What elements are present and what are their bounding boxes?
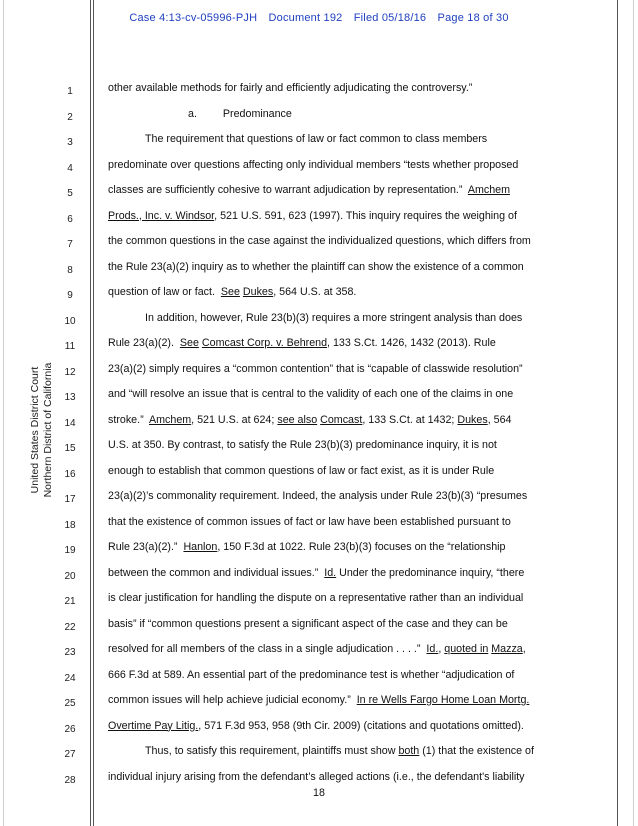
text-line-6: Prods., Inc. v. Windsor, 521 U.S. 591, 623 (1997). This inquiry requires the weighing of bbox=[108, 209, 517, 222]
line-number: 1 bbox=[67, 86, 73, 97]
filed-date: Filed 05/18/16 bbox=[353, 12, 427, 24]
line-number: 20 bbox=[64, 570, 76, 582]
court-name: United States District Court bbox=[29, 366, 41, 494]
text-line-22: basis” if “common questions present a significant aspect of the case and they can be bbox=[108, 617, 508, 630]
text-line-12: 23(a)(2) simply requires a “common contention” that is “capable of classwide resolution” bbox=[108, 362, 523, 375]
page-count: Page 18 of 30 bbox=[437, 12, 509, 24]
line-number: 15 bbox=[64, 443, 76, 454]
case-citation: Overtime Pay Litig. bbox=[108, 719, 199, 732]
section-label: a. bbox=[188, 107, 197, 120]
text-line-10: In addition, however, Rule 23(b)(3) requires a more stringent analysis than does bbox=[145, 311, 523, 324]
line-number: 28 bbox=[64, 774, 76, 786]
line-number: 8 bbox=[67, 264, 73, 276]
line-number: 11 bbox=[64, 341, 76, 352]
text-line-21: is clear justification for handling the dispute on a representative rather than an individual bbox=[108, 592, 524, 604]
case-citation: Prods., Inc. v. Windsor bbox=[108, 209, 215, 222]
document-number: Document 192 bbox=[268, 12, 343, 24]
case-citation: Mazza bbox=[491, 643, 523, 655]
case-citation: Comcast Corp. v. Behrend bbox=[201, 337, 328, 349]
line-number: 7 bbox=[67, 239, 73, 250]
text-line-4: predominate over questions affecting only individual members “tests whether proposed bbox=[108, 158, 519, 171]
margin-rule-left-1 bbox=[90, 0, 91, 826]
case-citation: Id. bbox=[324, 566, 337, 579]
line-number: 19 bbox=[64, 545, 76, 556]
case-number: Case 4:13-cv-05996-PJH bbox=[129, 12, 258, 24]
court-district: Northern District of California bbox=[42, 362, 54, 498]
text-line-5: classes are sufficiently cohesive to warrant adjudication by representation.” Amchem bbox=[108, 184, 510, 196]
line-number: 26 bbox=[64, 723, 76, 735]
line-number: 5 bbox=[67, 188, 73, 199]
line-number: 25 bbox=[64, 698, 76, 709]
line-number: 27 bbox=[64, 749, 76, 760]
text-line-14: stroke.” Amchem, 521 U.S. at 624; see also Comcast, 133 S.Ct. at 1432; Dukes, 564 bbox=[108, 413, 512, 426]
line-number: 16 bbox=[64, 468, 76, 480]
page-number: 18 bbox=[313, 787, 325, 799]
text-line-18: that the existence of common issues of fact or law have been established pursuant to bbox=[108, 515, 511, 528]
text-line-15: U.S. at 350. By contrast, to satisfy the Rule 23(b)(3) predominance inquiry, it is not bbox=[108, 439, 497, 451]
text-line-26: Overtime Pay Litig., 571 F.3d 953, 958 (9th Cir. 2009) (citations and quotations omitted). bbox=[108, 719, 524, 732]
text-line-11: Rule 23(a)(2). See Comcast Corp. v. Behrend, 133 S.Ct. 1426, 1432 (2013). Rule bbox=[108, 337, 496, 349]
case-citation: Hanlon bbox=[183, 541, 218, 553]
line-number: 10 bbox=[64, 315, 76, 327]
text-line-23: resolved for all members of the class in a single adjudication . . . .” Id., quoted in Mazza, bbox=[108, 643, 526, 655]
text-line-17: 23(a)(2)’s commonality requirement. Indeed, the analysis under Rule 23(b)(3) “presumes bbox=[108, 490, 528, 502]
text-line-7: the common questions in the case against the individualized questions, which differs from bbox=[108, 235, 531, 247]
text-line-27: Thus, to satisfy this requirement, plaintiffs must show both (1) that the existence of bbox=[145, 745, 534, 757]
text-line-13: and “will resolve an issue that is central to the validity of each one of the claims in one bbox=[108, 388, 514, 400]
line-number: 14 bbox=[64, 417, 76, 429]
text-line-24: 666 F.3d at 589. An essential part of the predominance test is whether “adjudication of bbox=[108, 668, 515, 681]
line-number: 23 bbox=[64, 647, 76, 658]
margin-rule-left-2 bbox=[93, 0, 94, 826]
case-citation: In re Wells Fargo Home Loan Mortg. bbox=[356, 694, 530, 706]
line-number: 18 bbox=[64, 519, 76, 531]
page-edge-left bbox=[3, 0, 4, 826]
line-number: 12 bbox=[64, 366, 76, 378]
text-line-8: the Rule 23(a)(2) inquiry as to whether the plaintiff can show the existence of a common bbox=[108, 260, 524, 273]
text-line-1: other available methods for fairly and efficiently adjudicating the controversy.” bbox=[108, 82, 473, 94]
page-edge-right bbox=[633, 0, 634, 826]
margin-rule-right bbox=[617, 0, 618, 826]
case-citation: Dukes bbox=[242, 286, 274, 298]
line-number: 24 bbox=[64, 672, 76, 684]
line-number: 3 bbox=[67, 137, 73, 148]
section-heading bbox=[188, 107, 292, 121]
case-header bbox=[0, 12, 638, 24]
line-number: 17 bbox=[64, 494, 76, 505]
line-number: 13 bbox=[64, 392, 76, 403]
text-line-19: Rule 23(a)(2).” Hanlon, 150 F.3d at 1022. Rule 23(b)(3) focuses on the “relationship bbox=[108, 541, 506, 553]
line-number: 4 bbox=[67, 162, 73, 174]
line-number: 2 bbox=[67, 111, 73, 123]
line-number: 9 bbox=[67, 290, 73, 301]
line-number: 21 bbox=[64, 596, 76, 607]
case-citation: Comcast bbox=[320, 413, 363, 426]
text-line-20: between the common and individual issues.” Id. Under the predominance inquiry, “there bbox=[108, 566, 525, 579]
text-line-28: individual injury arising from the defendant’s alleged actions (i.e., the defendant's liability bbox=[108, 770, 525, 783]
text-line-16: enough to establish that common questions of law or fact exist, as it is under Rule bbox=[108, 464, 495, 477]
line-number: 6 bbox=[67, 213, 73, 225]
case-citation: Dukes bbox=[457, 413, 488, 426]
text-line-3: The requirement that questions of law or fact common to class members bbox=[145, 133, 488, 145]
text-line-9: question of law or fact. See Dukes, 564 U.S. at 358. bbox=[108, 286, 357, 298]
text-line-25: common issues will help achieve judicial economy.” In re Wells Fargo Home Loan Mortg. bbox=[108, 694, 530, 706]
case-citation: Amchem bbox=[467, 184, 510, 196]
case-citation: Id. bbox=[426, 643, 439, 655]
case-citation: Amchem bbox=[149, 413, 192, 426]
section-title: Predominance bbox=[222, 107, 292, 120]
line-number: 22 bbox=[64, 621, 76, 633]
